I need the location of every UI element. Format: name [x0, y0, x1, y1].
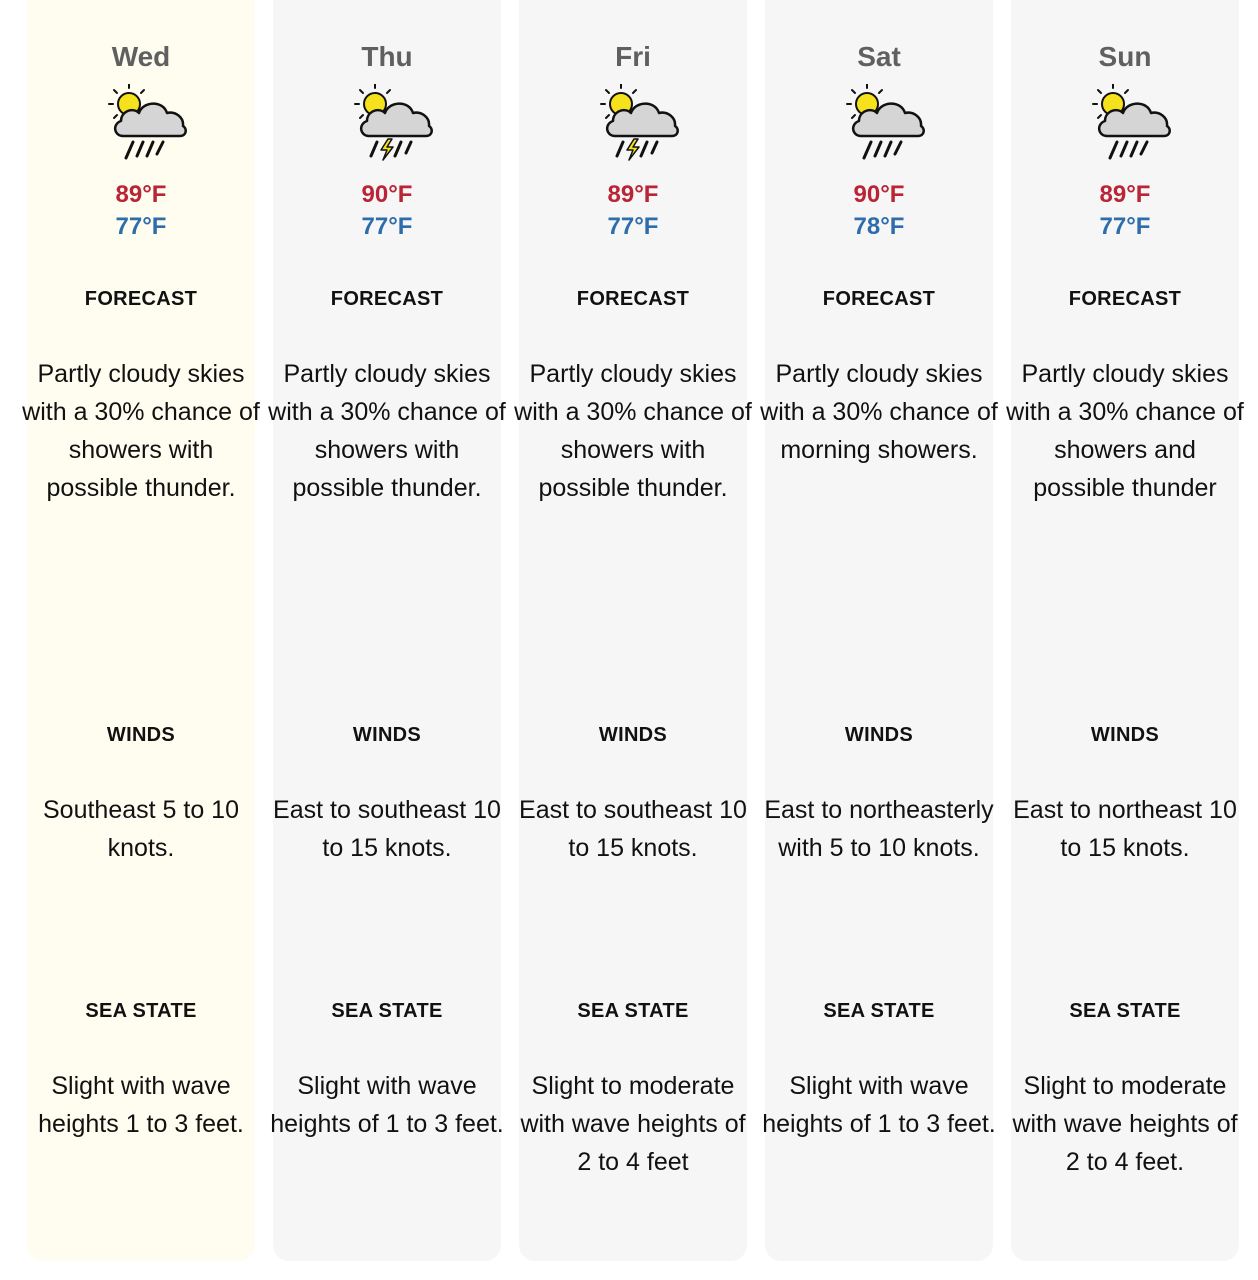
low-temperature: 77°F	[361, 213, 413, 240]
sea-state-heading: SEA STATE	[577, 1000, 689, 1022]
partly-cloudy-showers-icon	[107, 84, 191, 164]
sea-state-text: Slight to moderate with wave heights of 2 to 4 feet	[520, 1072, 746, 1176]
sea-state-heading: SEA STATE	[85, 1000, 197, 1022]
day-column-sat	[760, 0, 998, 1261]
sea-state-heading: SEA STATE	[823, 1000, 935, 1022]
sea-state-text: Slight with wave heights 1 to 3 feet.	[38, 1072, 244, 1138]
partly-cloudy-thunderstorm-icon	[599, 84, 683, 164]
forecast-heading: FORECAST	[330, 288, 444, 310]
winds-text: East to southeast 10 to 15 knots.	[273, 796, 501, 862]
sea-state-text: Slight with wave heights of 1 to 3 feet.	[270, 1072, 504, 1138]
forecast-heading: FORECAST	[1068, 288, 1182, 310]
partly-cloudy-showers-icon	[1091, 84, 1175, 164]
high-temperature: 89°F	[115, 181, 167, 208]
forecast-text: Partly cloudy skies with a 30% chance of showers with possible thunder.	[268, 360, 506, 502]
forecast-text: Partly cloudy skies with a 30% chance of showers with possible thunder.	[514, 360, 752, 502]
low-temperature: 77°F	[607, 213, 659, 240]
low-temperature: 78°F	[853, 213, 905, 240]
winds-heading: WINDS	[598, 724, 668, 746]
winds-heading: WINDS	[1090, 724, 1160, 746]
partly-cloudy-thunderstorm-icon	[353, 84, 437, 164]
winds-text: Southeast 5 to 10 knots.	[43, 796, 239, 862]
day-name: Fri	[615, 41, 651, 72]
low-temperature: 77°F	[1099, 213, 1151, 240]
day-name: Wed	[111, 41, 171, 72]
sea-state-text: Slight with wave heights of 1 to 3 feet.	[762, 1072, 996, 1138]
sea-state-heading: SEA STATE	[1069, 1000, 1181, 1022]
forecast-text: Partly cloudy skies with a 30% chance of showers and possible thunder	[1006, 360, 1244, 502]
forecast-columns	[22, 0, 1244, 1261]
winds-heading: WINDS	[352, 724, 422, 746]
winds-text: East to northeasterly with 5 to 10 knots.	[764, 796, 994, 862]
day-name: Sun	[1098, 41, 1152, 72]
day-name: Thu	[361, 41, 413, 72]
partly-cloudy-showers-icon	[845, 84, 929, 164]
day-column-wed	[22, 0, 260, 1261]
high-temperature: 90°F	[853, 181, 905, 208]
day-name: Sat	[857, 41, 901, 72]
forecast-text: Partly cloudy skies with a 30% chance of showers with possible thunder.	[22, 360, 260, 502]
winds-text: East to northeast 10 to 15 knots.	[1013, 796, 1237, 862]
high-temperature: 89°F	[607, 181, 659, 208]
day-column-sun	[1006, 0, 1244, 1261]
high-temperature: 90°F	[361, 181, 413, 208]
day-column-thu	[268, 0, 506, 1261]
low-temperature: 77°F	[115, 213, 167, 240]
forecast-heading: FORECAST	[84, 288, 198, 310]
winds-text: East to southeast 10 to 15 knots.	[519, 796, 747, 862]
sea-state-text: Slight to moderate with wave heights of 2 to 4 feet.	[1012, 1072, 1238, 1176]
day-column-fri	[514, 0, 752, 1261]
forecast-text: Partly cloudy skies with a 30% chance of morning showers.	[760, 360, 998, 464]
high-temperature: 89°F	[1099, 181, 1151, 208]
winds-heading: WINDS	[106, 724, 176, 746]
forecast-heading: FORECAST	[822, 288, 936, 310]
winds-heading: WINDS	[844, 724, 914, 746]
sea-state-heading: SEA STATE	[331, 1000, 443, 1022]
forecast-heading: FORECAST	[576, 288, 690, 310]
